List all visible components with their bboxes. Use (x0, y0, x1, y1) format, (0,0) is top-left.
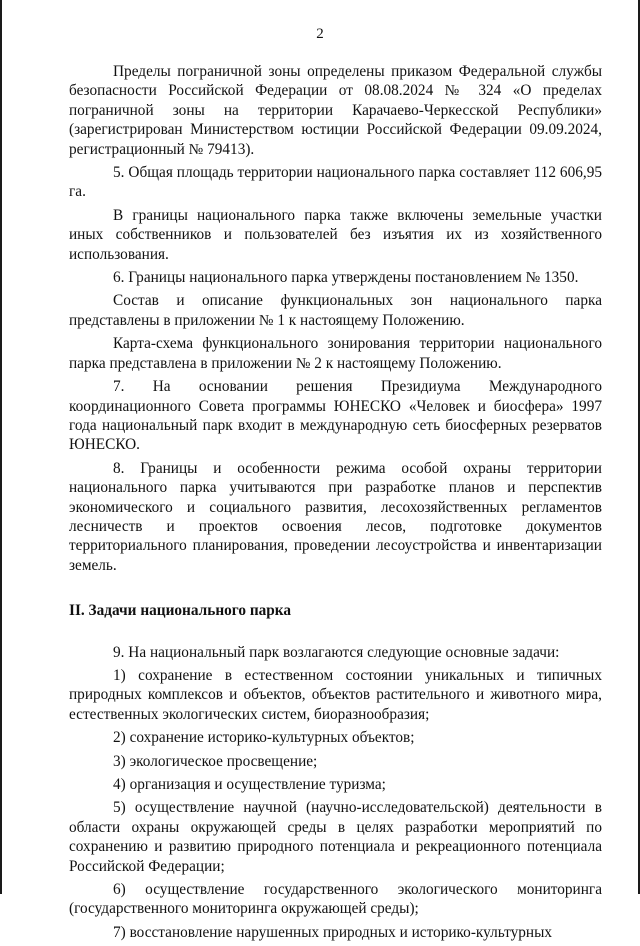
paragraph: В границы национального парка также включены земельные участки иных собственников и пользователей без изъятия их из хозяйственного использования. (69, 206, 602, 263)
section-title: II. Задачи национального парка (69, 602, 292, 620)
paragraph: Состав и описание функциональных зон национального парка представлены в приложении № 1 к настоящему Положению. (69, 292, 602, 329)
page-edge-left (0, 0, 2, 894)
paragraph: 5. Общая площадь территории национального парка составляет 112 606,95 га. (69, 164, 602, 201)
list-item: 4) организация и осуществление туризма; (113, 776, 386, 793)
document-body (69, 62, 602, 946)
page-number: 2 (316, 26, 324, 42)
paragraph: 6. Границы национального парка утверждены постановлением № 1350. (113, 269, 579, 287)
paragraph: 9. На национальный парк возлагаются следующие основные задачи: (113, 643, 560, 661)
list-item: 6) осуществление государственного экологического мониторинга (государственного мониторинга окружающей среды); (69, 881, 602, 918)
list-item: 7) восстановление нарушенных природных и историко-культурных (113, 923, 553, 941)
list-item: 3) экологическое просвещение; (113, 752, 318, 770)
paragraph: Пределы пограничной зоны определены приказом Федеральной службы безопасности Российской Федерации от 08.08.2024 № 324 «О пределах пограничной зоны на территории Карачаево-Черкесской Республики» (зарегистрирован Министерством юстиции Российской Федерации 09.09.2024, регистрационный № 79413). (69, 63, 602, 158)
list-item: 1) сохранение в естественном состоянии уникальных и типичных природных комплексов и объектов, объектов растительного и животного мира, естественных экологических систем, биоразнообразия; (69, 666, 602, 723)
list-item: 2) сохранение историко-культурных объектов; (113, 729, 415, 747)
paragraph: 7. На основании решения Президиума Международного координационного Совета программы ЮНЕСКО «Человек и биосфера» 1997 года национальный парк входит в международную сеть биосферных резерватов ЮНЕСКО. (69, 378, 602, 454)
paragraph: Карта-схема функционального зонирования территории национального парка представлена в приложении № 2 к настоящему Положению. (69, 335, 602, 372)
paragraph: 8. Границы и особенности режима особой охраны территории национального парка учитываются при разработке планов и перспектив экономического и социального развития, лесохозяйственных регламентов лесничеств и проектов освоения лесов, подготовке документов территориального планирования, проведении лесоустройства и инвентаризации земель. (69, 459, 602, 574)
list-item: 5) осуществление научной (научно-исследовательской) деятельности в области охраны окружающей среды в целях разработки мероприятий по сохранению и развитию природного потенциала и рекреационного потенциала Российской Федерации; (69, 799, 602, 875)
